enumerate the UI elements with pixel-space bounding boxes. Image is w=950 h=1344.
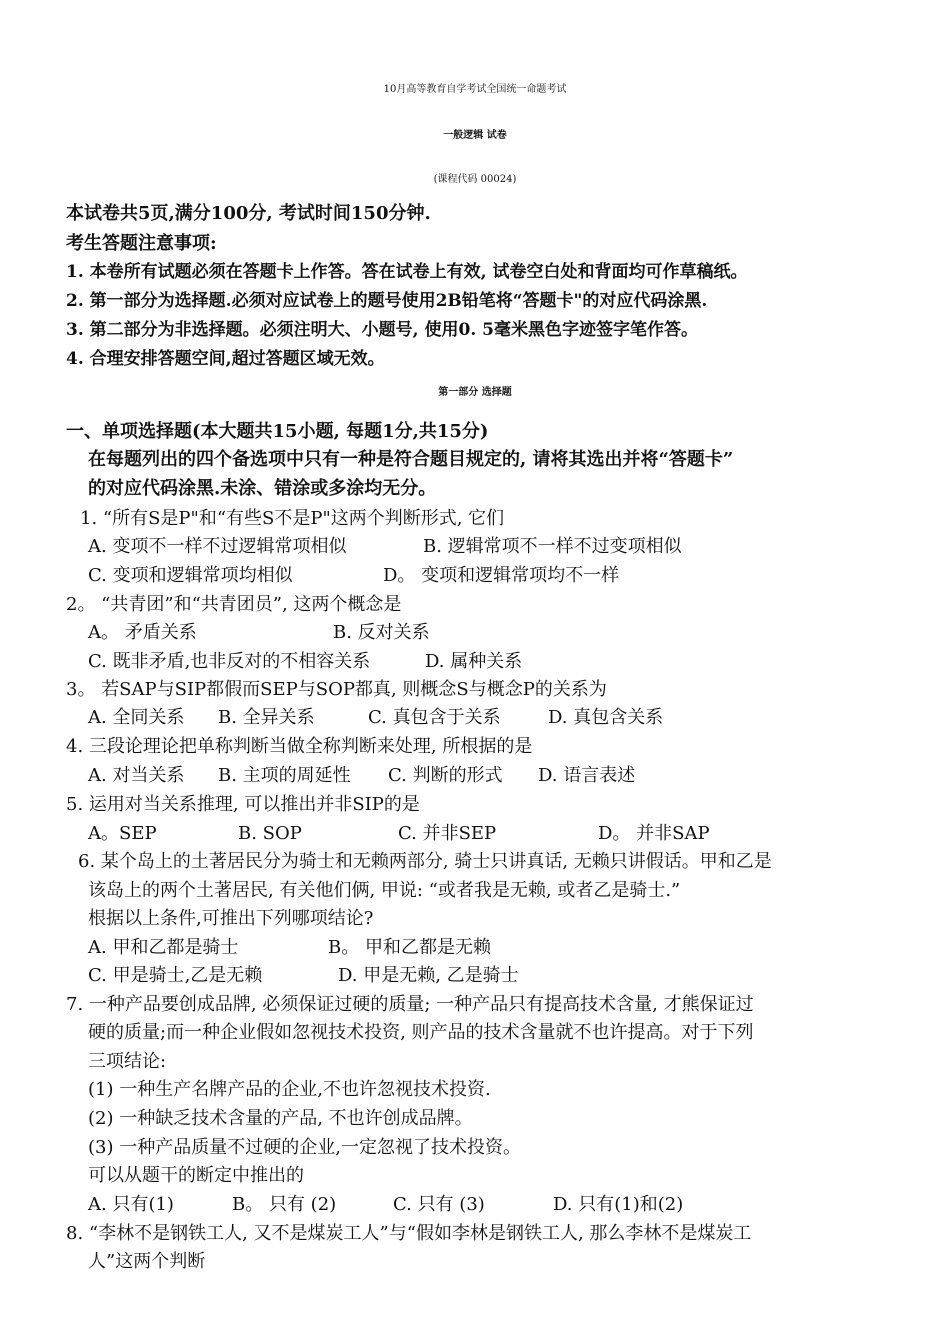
question-6-stem: 该岛上的两个土著居民, 有关他们俩, 甲说: “或者我是无赖, 或者乙是骑士.” <box>88 880 681 901</box>
question-4-option-b: B. 主项的周延性 <box>218 765 351 786</box>
exam-title: 10月高等教育自学考试全国统一命题考试 <box>383 84 567 95</box>
question-7-option-a: A. 只有(1) <box>88 1194 174 1215</box>
question-6-option-c: C. 甲是骑士,乙是无赖 <box>88 965 263 986</box>
question-5-stem: 5. 运用对当关系推理, 可以推出并非SIP的是 <box>66 794 420 815</box>
question-7-stem: 7. 一种产品要创成品牌, 必须保证过硬的质量; 一种产品只有提高技术含量, 才熊保证过 <box>66 994 754 1015</box>
question-7-stem: (3) 一种产品质量不过硬的企业,一定忽视了技术投资。 <box>88 1137 521 1158</box>
question-8-stem: 8. “李林不是钢铁工人, 又不是煤炭工人”与“假如李林是钢铁工人, 那么李林不是煤炭工 <box>66 1223 752 1244</box>
section-title: 一、单项选择题(本大题共15小题, 每题1分,共15分) <box>66 421 489 442</box>
question-1-option-c: C. 变项和逻辑常项均相似 <box>88 565 293 586</box>
notice-item: 4. 合理安排答题空间,超过答题区域无效。 <box>66 349 385 369</box>
question-7-stem: (2) 一种缺乏技术含量的产品, 不也许创成品牌。 <box>88 1108 473 1129</box>
question-3-option-c: C. 真包含于关系 <box>368 707 501 728</box>
question-2-option-a: A。 矛盾关系 <box>88 622 197 643</box>
question-4-option-c: C. 判断的形式 <box>388 765 503 786</box>
notice-item: 3. 第二部分为非选择题。必须注明大、小题号, 使用0. 5毫米黑色字迹签字笔作答。 <box>66 320 698 340</box>
question-7-option-c: C. 只有 (3) <box>393 1194 485 1215</box>
question-3-option-a: A. 全同关系 <box>88 707 185 728</box>
part-title: 第一部分 选择题 <box>438 387 512 398</box>
question-6-option-b: B。 甲和乙都是无赖 <box>328 937 491 958</box>
question-5-option-c: C. 并非SEP <box>398 823 497 844</box>
question-2-stem: 2。 “共青团”和“共青团员”, 这两个概念是 <box>66 594 402 615</box>
question-6-option-a: A. 甲和乙都是骑士 <box>88 937 239 958</box>
question-7-stem: (1) 一种生产名牌产品的企业,不也许忽视技术投资. <box>88 1079 491 1100</box>
question-7-stem: 可以从题干的断定中推出的 <box>88 1165 304 1186</box>
question-4-option-a: A. 对当关系 <box>88 765 185 786</box>
question-4-option-d: D. 语言表述 <box>538 765 636 786</box>
question-3-stem: 3。 若SAP与SIP都假而SEP与SOP都真, 则概念S与概念P的关系为 <box>66 679 607 700</box>
question-6-option-d: D. 甲是无赖, 乙是骑士 <box>338 965 519 986</box>
question-7-stem: 三项结论: <box>88 1051 167 1072</box>
question-1-option-b: B. 逻辑常项不一样不过变项相似 <box>423 536 682 557</box>
question-2-option-b: B. 反对关系 <box>333 622 430 643</box>
notice-item: 1. 本卷所有试题必须在答题卡上作答。答在试卷上有效, 试卷空白处和背面均可作草稿纸。 <box>66 262 748 282</box>
course-code: (课程代码 00024) <box>433 174 517 185</box>
question-3-option-b: B. 全异关系 <box>218 707 315 728</box>
section-instructions: 的对应代码涂黑.未涂、错涂或多涂均无分。 <box>88 478 437 499</box>
question-5-option-a: A。SEP <box>88 823 157 844</box>
notice-item: 2. 第一部分为选择题.必须对应试卷上的题号使用2B铅笔将“答题卡"的对应代码涂黑. <box>66 291 708 311</box>
question-8-stem: 人”这两个判断 <box>88 1251 206 1272</box>
question-7-option-d: D. 只有(1)和(2) <box>553 1194 684 1215</box>
question-2-option-c: C. 既非矛盾,也非反对的不相容关系 <box>88 651 371 672</box>
question-1-option-d: D。 变项和逻辑常项均不一样 <box>383 565 620 586</box>
question-4-stem: 4. 三段论理论把单称判断当做全称判断来处理, 所根据的是 <box>66 736 533 757</box>
notice-title: 考生答题注意事项: <box>66 233 217 254</box>
question-3-option-d: D. 真包含关系 <box>548 707 664 728</box>
question-7-option-b: B。 只有 (2) <box>232 1194 337 1215</box>
question-2-option-d: D. 属种关系 <box>425 651 523 672</box>
subject-title: 一般逻辑 试卷 <box>443 130 507 141</box>
question-7-stem: 硬的质量;而一种企业假如忽视技术投资, 则产品的技术含量就不也许提高。对于下列 <box>88 1022 754 1043</box>
question-5-option-b: B. SOP <box>238 823 302 844</box>
section-instructions: 在每题列出的四个备选项中只有一种是符合题目规定的, 请将其选出并将“答题卡” <box>88 449 734 470</box>
exam-info: 本试卷共5页,满分100分, 考试时间150分钟. <box>66 203 431 224</box>
question-6-stem: 6. 某个岛上的土著居民分为骑士和无赖两部分, 骑士只讲真话, 无赖只讲假话。甲和乙是 <box>78 851 772 872</box>
question-1-option-a: A. 变项不一样不过逻辑常项相似 <box>88 536 347 557</box>
question-6-stem: 根据以上条件,可推出下列哪项结论? <box>88 908 374 929</box>
question-5-option-d: D。 并非SAP <box>598 823 710 844</box>
question-1-stem: 1. “所有S是P"和“有些S不是P"这两个判断形式, 它们 <box>80 508 505 529</box>
